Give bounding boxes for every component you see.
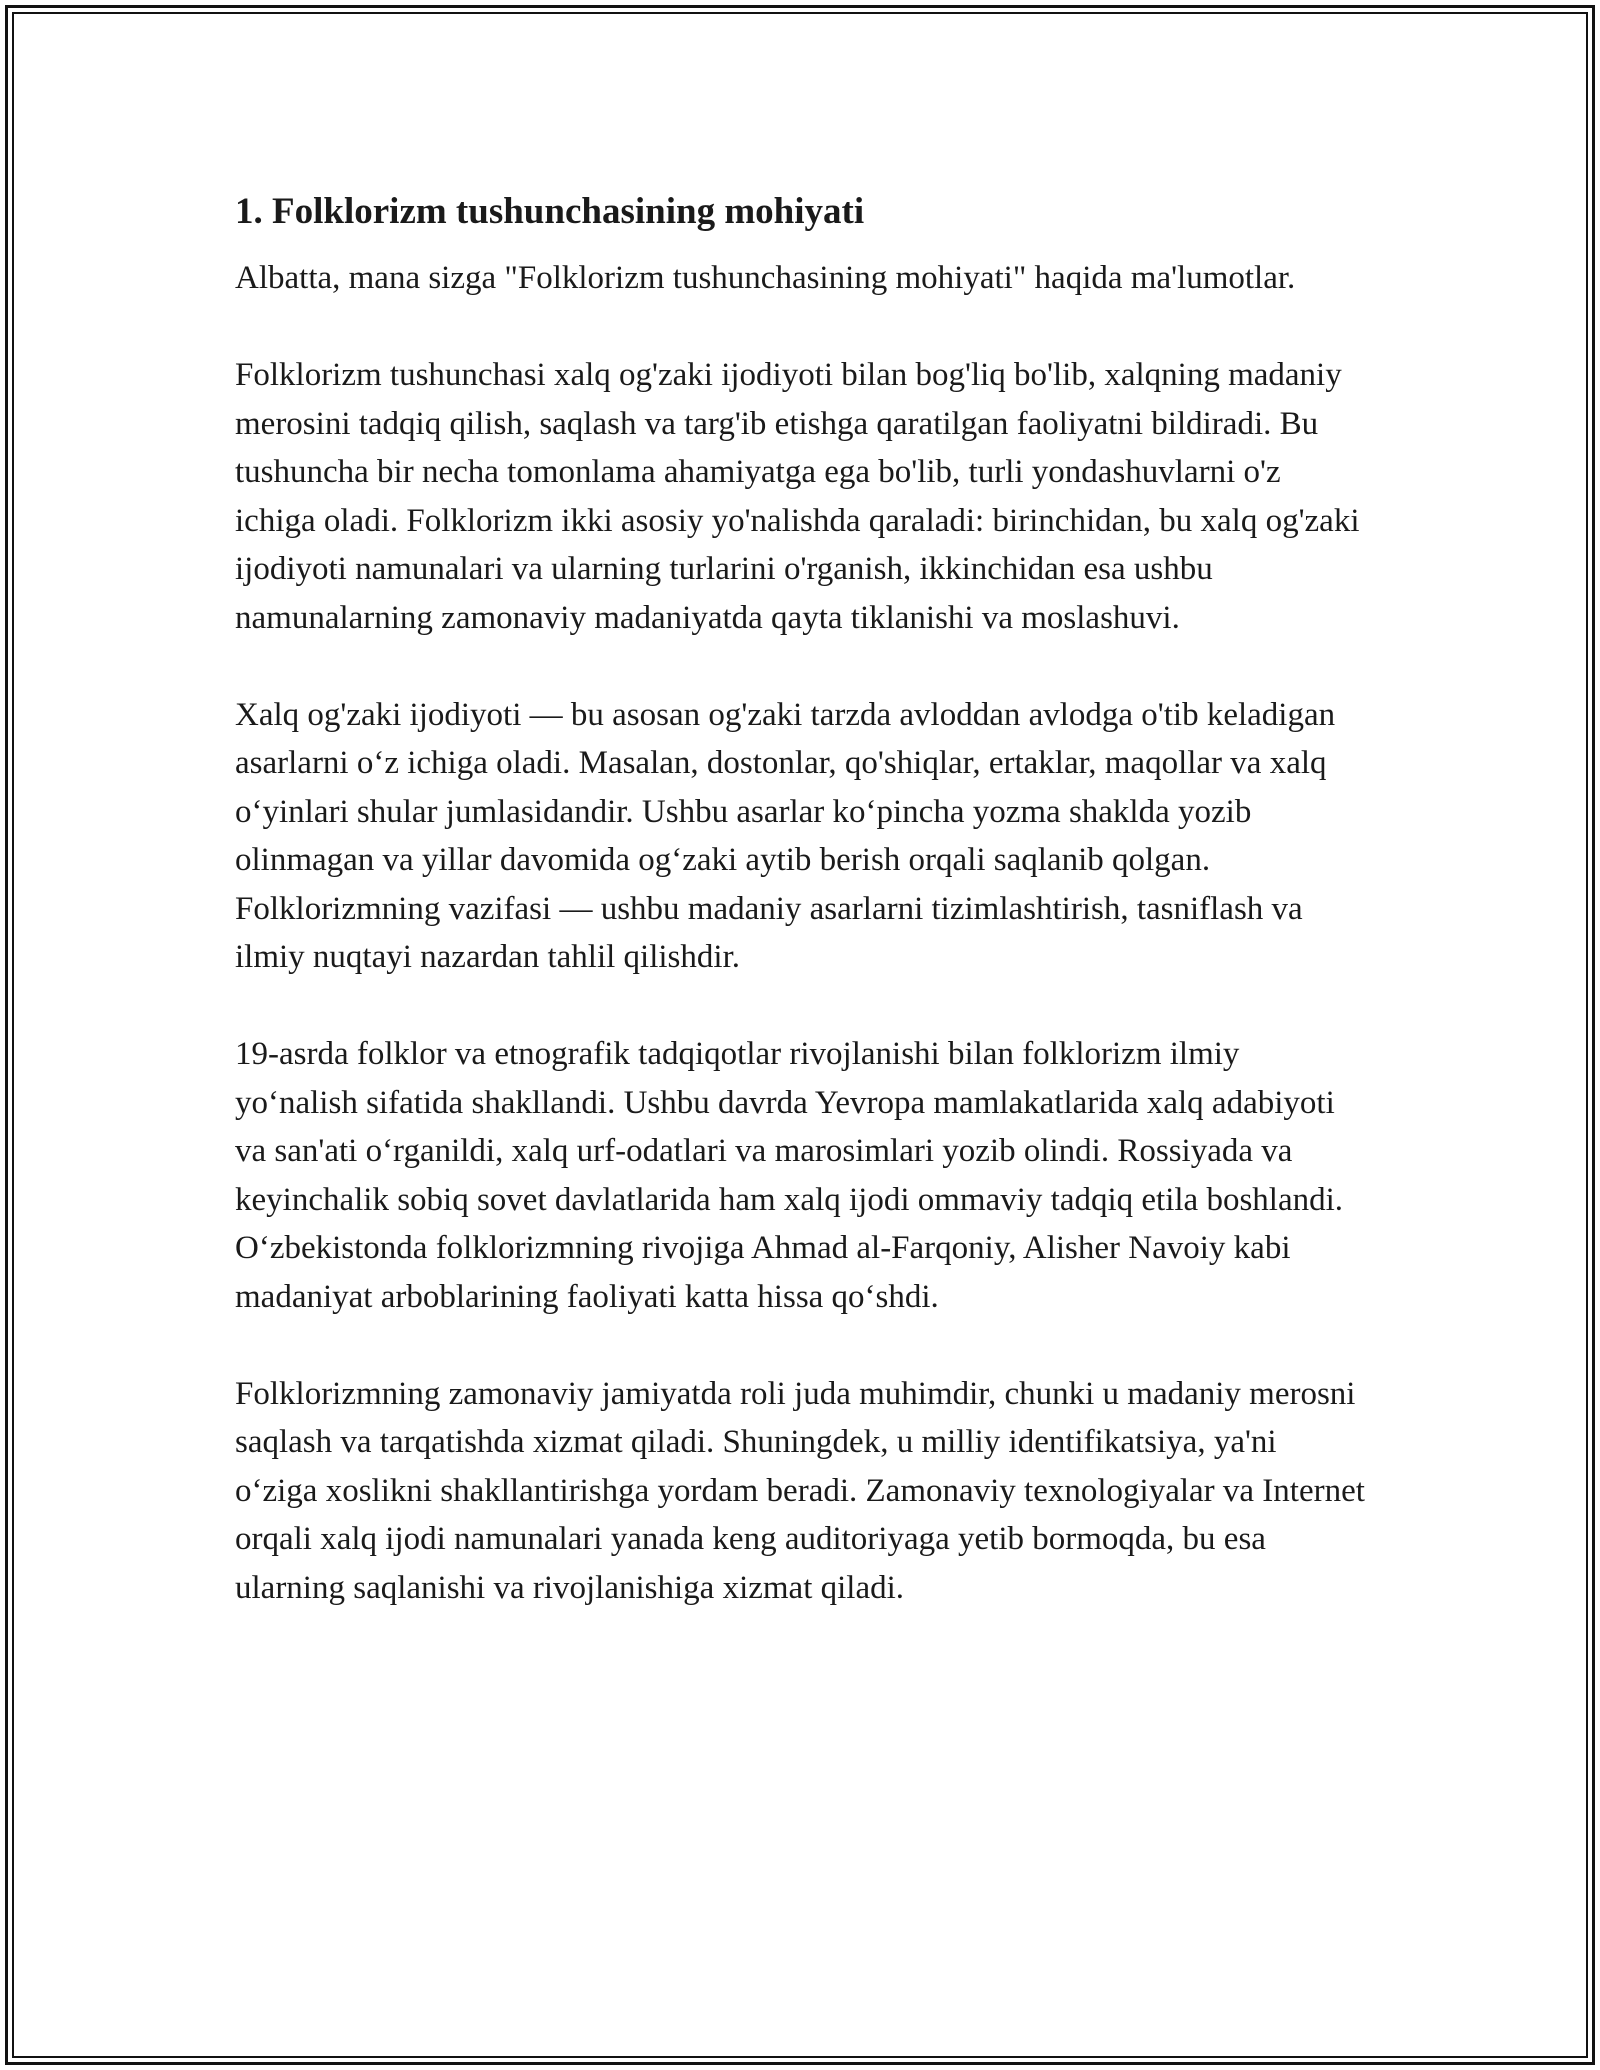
paragraph-oral-tradition: Xalq og'zaki ijodiyoti — bu asosan og'zaki tarzda avloddan avlodga o'tib keladigan asarlarni oʻz ichiga oladi. Masalan, dostonlar, qo'shiqlar, ertaklar, maqollar va xalq oʻyinlari shular jumlasidandir. Ushbu asarlar koʻpincha yozma shakldа yozib olinmagan va yillar davomida ogʻzaki aytib berish orqali saqlanib qolgan. Folklorizmning vazifasi — ushbu madaniy asarlarni tizimlashtirish, tasniflash va ilmiy nuqtayi nazardan tahlil qilishdir. [235,696,1336,975]
paragraph-intro: Albatta, mana sizga "Folklorizm tushunchasining mohiyati" haqida ma'lumotlar. [235,260,1296,296]
section-heading: 1. Folklorizm tushunchasining mohiyati [235,191,865,232]
paragraph-history: 19-asrda folklor va etnografik tadqiqotlar rivojlanishi bilan folklorizm ilmiy yoʻnalish sifatida shakllandi. Ushbu davrda Yevropa mamlakatlarida xalq adabiyoti va san'ati oʻrganildi, xalq urf-odatlari va marosimlari yozib olindi. Rossiyada va keyinchalik sobiq sovet davlatlarida ham xalq ijodi ommaviy tadqiq etila boshlandi. Oʻzbekistonda folklorizmning rivojiga Ahmad al-Farqoniy, Alisher Navoiy kabi madaniyat arboblarining faoliyati katta hissa qoʻshdi. [235,1036,1344,1315]
document-body [235,188,1365,1661]
paragraph-definition: Folklorizm tushunchasi xalq og'zaki ijodiyoti bilan bog'liq bo'lib, xalqning madaniy merosini tadqiq qilish, saqlash va targ'ib etishga qaratilgan faoliyatni bildiradi. Bu tushuncha bir necha tomonlama ahamiyatga ega bo'lib, turli yondashuvlarni o'z ichiga oladi. Folklorizm ikki asosiy yo'nalishda qaraladi: birinchidan, bu xalq og'zaki ijodiyoti namunalari va ularning turlarini o'rganish, ikkinchidan esa ushbu namunalarning zamonaviy madaniyatda qayta tiklanishi va moslashuvi. [235,357,1360,636]
paragraph-modern-role: Folklorizmning zamonaviy jamiyatda roli juda muhimdir, chunki u madaniy merosni saqlash va tarqatishda xizmat qiladi. Shuningdek, u milliy identifikatsiya, ya'ni oʻziga xoslikni shakllantirishga yordam beradi. Zamonaviy texnologiyalar va Internet orqali xalq ijodi namunalari yanada keng auditoriyaga yetib bormoqda, bu esa ularning saqlanishi va rivojlanishiga xizmat qiladi. [235,1375,1365,1606]
